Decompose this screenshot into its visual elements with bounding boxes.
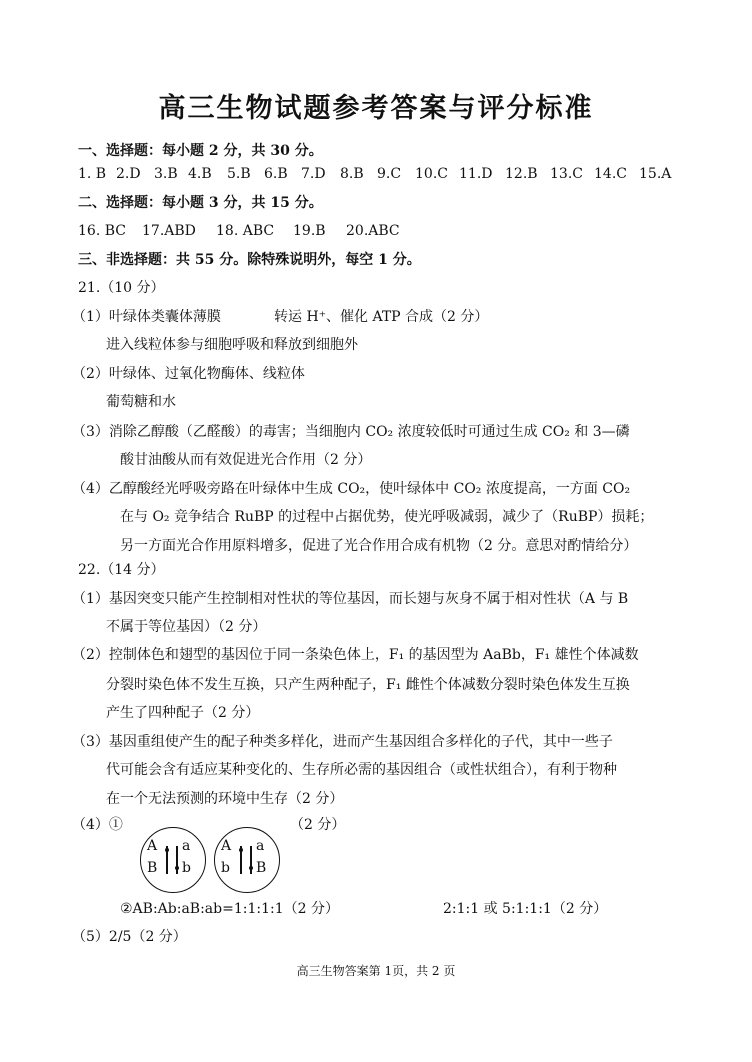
answer-18: 18. ABC (216, 223, 275, 239)
section-1-heading: 一、选择题：每小题 2 分，共 30 分。 (78, 143, 323, 159)
allele-label: a (182, 838, 191, 854)
centromere (249, 866, 253, 870)
q22-part4-b: ②AB:Ab:aB:ab=1:1:1:1（2 分） (120, 901, 339, 917)
answer-12: 12.B (505, 166, 538, 182)
answer-6: 6.B (264, 166, 288, 182)
q21-part4-c: 另一方面光合作用原料增多，促进了光合作用合成有机物（2 分。意思对酌情给分） (120, 538, 638, 554)
q21-heading: 21.（10 分） (78, 280, 165, 296)
answer-20: 20.ABC (346, 223, 400, 239)
answer-14: 14.C (594, 166, 627, 182)
q21-part2-a: （2）叶绿体、过氧化物酶体、线粒体 (72, 366, 305, 382)
answer-19: 19.B (293, 223, 326, 239)
allele-label: a (256, 838, 265, 854)
allele-label: B (147, 860, 158, 876)
allele-label: A (221, 838, 232, 854)
q22-part3-a: （3）基因重组使产生的配子种类多样化，进而产生基因组合多样化的子代，其中一些子 (72, 734, 613, 750)
q22-part4-a: （4）① (72, 817, 123, 833)
section-2-heading: 二、选择题：每小题 3 分，共 15 分。 (78, 195, 323, 211)
q22-part2-c: 产生了四种配子（2 分） (106, 705, 260, 721)
answer-16: 16. BC (78, 223, 126, 239)
q21-part1-b: 转运 H⁺、催化 ATP 合成（2 分） (274, 309, 489, 325)
q21-part1-c: 进入线粒体参与细胞呼吸和释放到细胞外 (106, 337, 358, 353)
page-title: 高三生物试题参考答案与评分标准 (158, 93, 594, 124)
q21-part2-b: 葡萄糖和水 (106, 394, 176, 410)
q22-part4-c: 2:1:1 或 5:1:1:1（2 分） (443, 901, 608, 917)
q22-part2-a: （2）控制体色和翅型的基因位于同一条染色体上，F₁ 的基因型为 AaBb，F₁ 雄性个体减数 (72, 647, 639, 663)
answer-15: 15.A (639, 166, 672, 182)
centromere (239, 848, 243, 852)
answer-5: 5.B (227, 166, 251, 182)
centromere (165, 848, 169, 852)
page-footer: 高三生物答案第 1页，共 2 页 (296, 964, 456, 978)
q22-part4-score: （2 分） (290, 817, 346, 833)
allele-label: A (147, 838, 158, 854)
q22-part1-b: 不属于等位基因）（2 分） (106, 619, 267, 635)
q22-part1-a: （1）基因突变只能产生控制相对性状的等位基因，而长翅与灰身不属于相对性状（A 与 B (72, 591, 629, 607)
answer-4: 4.B (188, 166, 212, 182)
allele-label: b (221, 860, 230, 876)
q21-part3-a: （3）消除乙醇酸（乙醛酸）的毒害；当细胞内 CO₂ 浓度较低时可通过生成 CO₂ 和 3—磷 (72, 424, 630, 440)
answer-7: 7.D (301, 166, 326, 182)
section-3-heading: 三、非选择题：共 55 分。除特殊说明外，每空 1 分。 (78, 252, 421, 268)
answer-1: 1. B (78, 166, 107, 182)
q21-part4-a: （4）乙醇酸经光呼吸旁路在叶绿体中生成 CO₂，使叶绿体中 CO₂ 浓度提高，一方面 CO₂ (72, 481, 631, 497)
answer-11: 11.D (459, 166, 493, 182)
centromere (175, 866, 179, 870)
answer-17: 17.ABD (142, 223, 196, 239)
answer-13: 13.C (550, 166, 583, 182)
answer-9: 9.C (377, 166, 402, 182)
q21-part4-b: 在与 O₂ 竞争结合 RuBP 的过程中占据优势，使光呼吸减弱，减少了（RuBP）损耗； (120, 509, 654, 525)
q22-heading: 22.（14 分） (78, 562, 165, 578)
q21-part1-a: （1）叶绿体类囊体薄膜 (72, 309, 221, 325)
allele-label: b (182, 860, 191, 876)
q21-part3-b: 酸甘油酸从而有效促进光合作用（2 分） (120, 452, 372, 468)
answer-3: 3.B (154, 166, 178, 182)
cell-diagram-2 (214, 827, 280, 893)
q22-part3-c: 在一个无法预测的环境中生存（2 分） (106, 791, 344, 807)
allele-label: B (256, 860, 267, 876)
q22-part2-b: 分裂时染色体不发生互换，只产生两种配子，F₁ 雌性个体减数分裂时染色体发生互换 (106, 677, 630, 693)
answer-8: 8.B (340, 166, 364, 182)
q22-part3-b: 代可能会含有适应某种变化的、生存所必需的基因组合（或性状组合），有利于物种 (106, 762, 617, 778)
answer-10: 10.C (415, 166, 448, 182)
q22-part5: （5）2/5（2 分） (72, 929, 187, 945)
answer-2: 2.D (116, 166, 141, 182)
cell-diagram-1 (140, 827, 206, 893)
